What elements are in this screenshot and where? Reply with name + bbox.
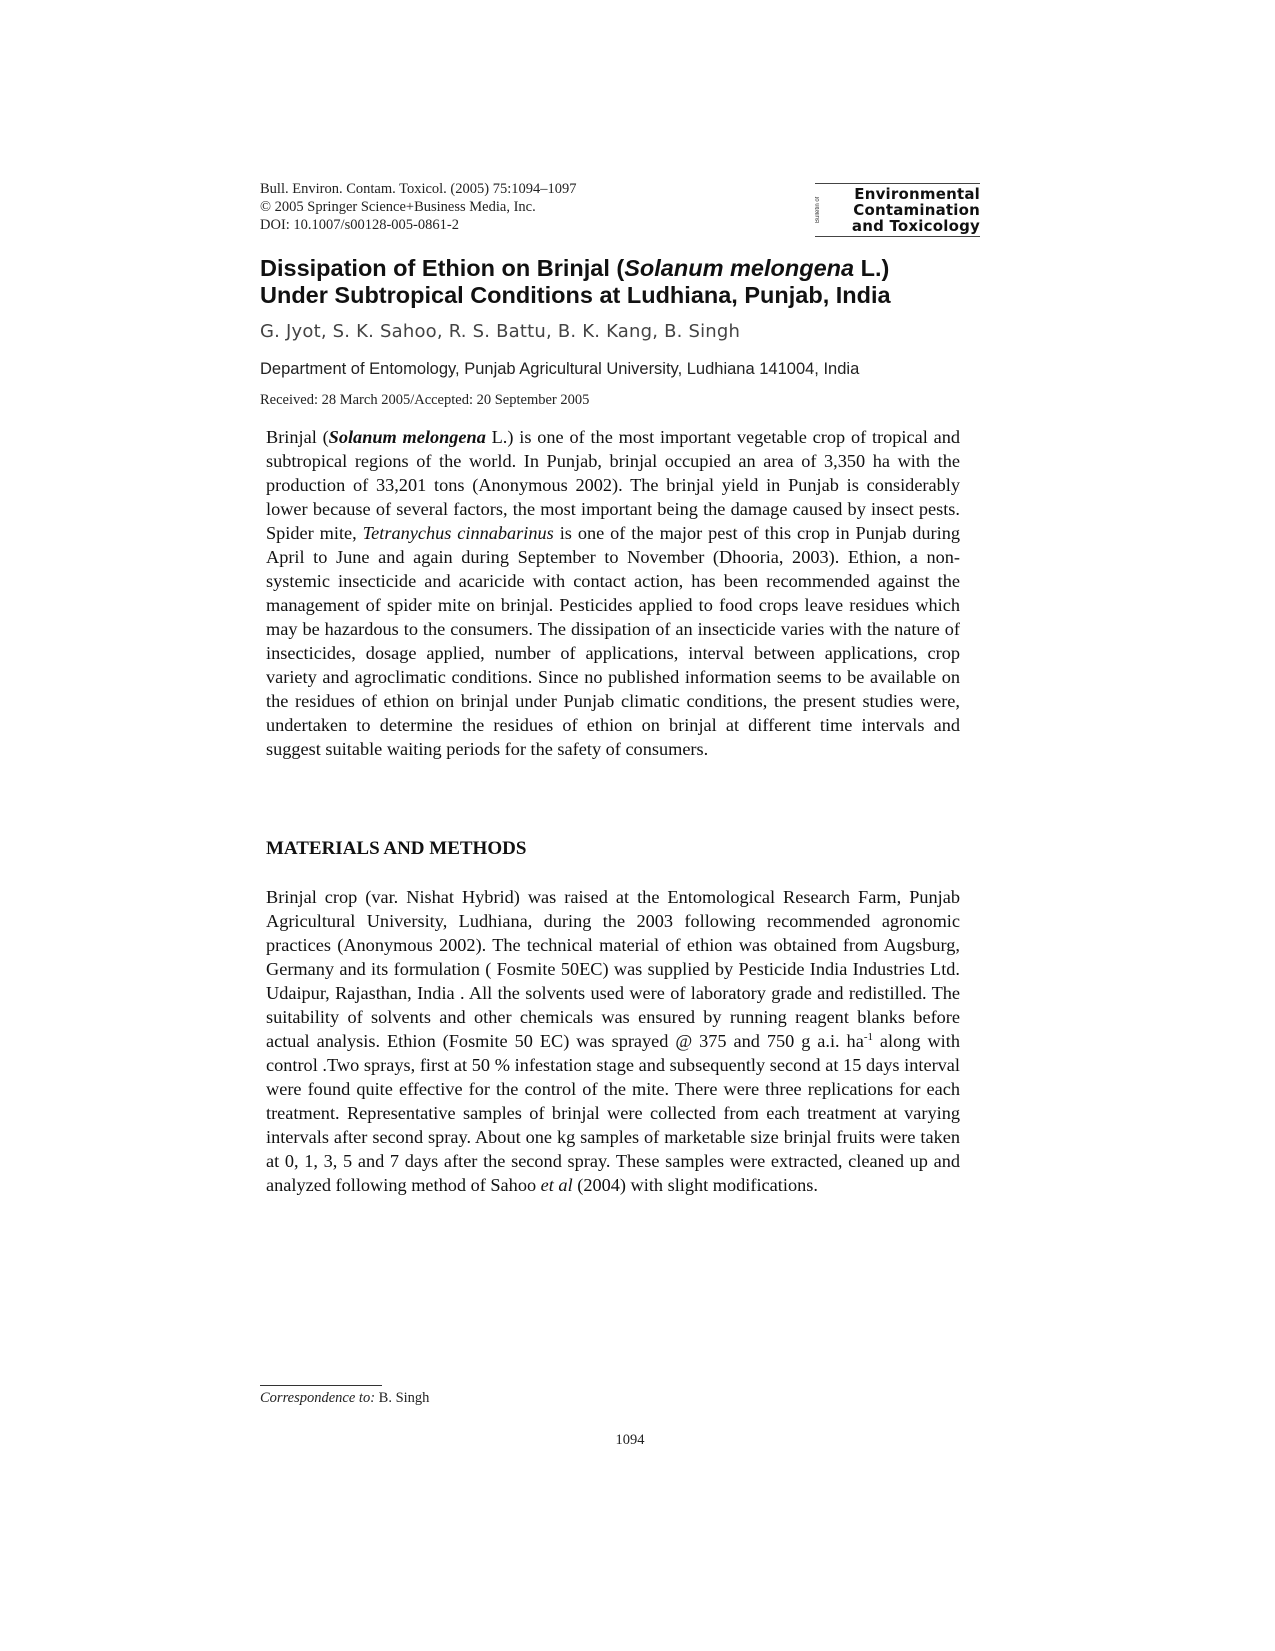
author-list: G. Jyot, S. K. Sahoo, R. S. Battu, B. K. Kang, B. Singh (260, 321, 741, 342)
title-part-1: Dissipation of Ethion on Brinjal ( (260, 255, 625, 281)
citation-journal: Bull. Environ. Contam. Toxicol. (2005) 75:1094–1097 (260, 181, 577, 197)
journal-logo (815, 183, 980, 237)
journal-logo-line-3: and Toxicology (851, 217, 980, 235)
methods-et-al: et al (540, 1175, 573, 1195)
section-heading-methods: MATERIALS AND METHODS (266, 838, 527, 859)
methods-text-2: along with control .Two sprays, first at 50 % infestation stage and subsequently second at 15 days interval were found quite effective for the control of the mite. There were three replications for each treatment. Representative samples of brinjal were collected from each treatment at varying intervals after second spray. About one kg samples of marketable size brinjal fruits were taken at 0, 1, 3, 5 and 7 days after the second spray. These samples were extracted, cleaned up and analyzed following method of Sahoo (266, 1031, 960, 1195)
paper-title (260, 255, 1020, 309)
footnote-rule (260, 1385, 382, 1386)
methods-paragraph (266, 885, 960, 1197)
introduction-paragraph (266, 425, 960, 761)
methods-text-1: Brinjal crop (var. Nishat Hybrid) was raised at the Entomological Research Farm, Punjab Agricultural University, Ludhiana, during the 2003 following recommended agronomic practices (Anonymous 2002). The technical material of ethion was obtained from Augsburg, Germany and its formulation ( Fosmite 50EC) was supplied by Pesticide India Industries Ltd. Udaipur, Rajasthan, India . All the solvents used were of laboratory grade and redistilled. The suitability of solvents and other chemicals was ensured by running reagent blanks before actual analysis. Ethion (Fosmite 50 EC) was sprayed @ 375 and 750 g a.i. ha (266, 887, 960, 1051)
correspondence-footnote (260, 1390, 429, 1407)
intro-text-1: Brinjal ( (266, 427, 329, 447)
page-number: 1094 (615, 1432, 645, 1448)
citation-copyright: © 2005 Springer Science+Business Media, Inc. (260, 199, 536, 215)
journal-logo-line-1: Environmental (854, 185, 980, 203)
footnote-label: Correspondence to: (260, 1390, 376, 1406)
received-dates: Received: 28 March 2005/Accepted: 20 September 2005 (260, 392, 590, 408)
journal-logo-line-2: Contamination (853, 201, 980, 219)
affiliation: Department of Entomology, Punjab Agricultural University, Ludhiana 141004, India (260, 360, 860, 378)
journal-logo-text (852, 186, 980, 234)
journal-logo-side-text: Bulletin of (815, 196, 821, 224)
intro-mite-species: Tetranychus cinnabarinus (362, 523, 554, 543)
title-line-2: Under Subtropical Conditions at Ludhiana, Punjab, India (260, 282, 891, 308)
methods-text-3: (2004) with slight modifications. (572, 1175, 818, 1195)
title-part-2: L.) (854, 255, 890, 281)
title-species: Solanum melongena (624, 255, 855, 281)
methods-superscript: -1 (863, 1030, 873, 1043)
intro-text-2: L.) is one of the most important vegetable crop of tropical and subtropical regions of the world. In Punjab, brinjal occupied an area of 3,350 ha with the production of 33,201 tons (Anonymous 2002). The brinjal yield in Punjab is considerably lower because of several factors, the most important being the damage caused by insect pests. Spider mite, (266, 427, 961, 543)
citation-block (260, 180, 577, 234)
intro-text-3: is one of the major pest of this crop in Punjab during April to June and again during September to November (Dhooria, 2003). Ethion, a non-systemic insecticide and acaricide with contact action, has been recommended against the management of spider mite on brinjal. Pesticides applied to food crops leave residues which may be hazardous to the consumers. The dissipation of an insecticide varies with the nature of insecticides, dosage applied, number of applications, interval between applications, crop variety and agroclimatic conditions. Since no published information seems to be available on the residues of ethion on brinjal under Punjab climatic conditions, the present studies were, undertaken to determine the residues of ethion on brinjal at different time intervals and suggest suitable waiting periods for the safety of consumers. (266, 523, 960, 759)
intro-species: Solanum melongena (328, 427, 486, 447)
footnote-name: B. Singh (375, 1390, 430, 1406)
citation-doi: DOI: 10.1007/s00128-005-0861-2 (260, 217, 459, 233)
